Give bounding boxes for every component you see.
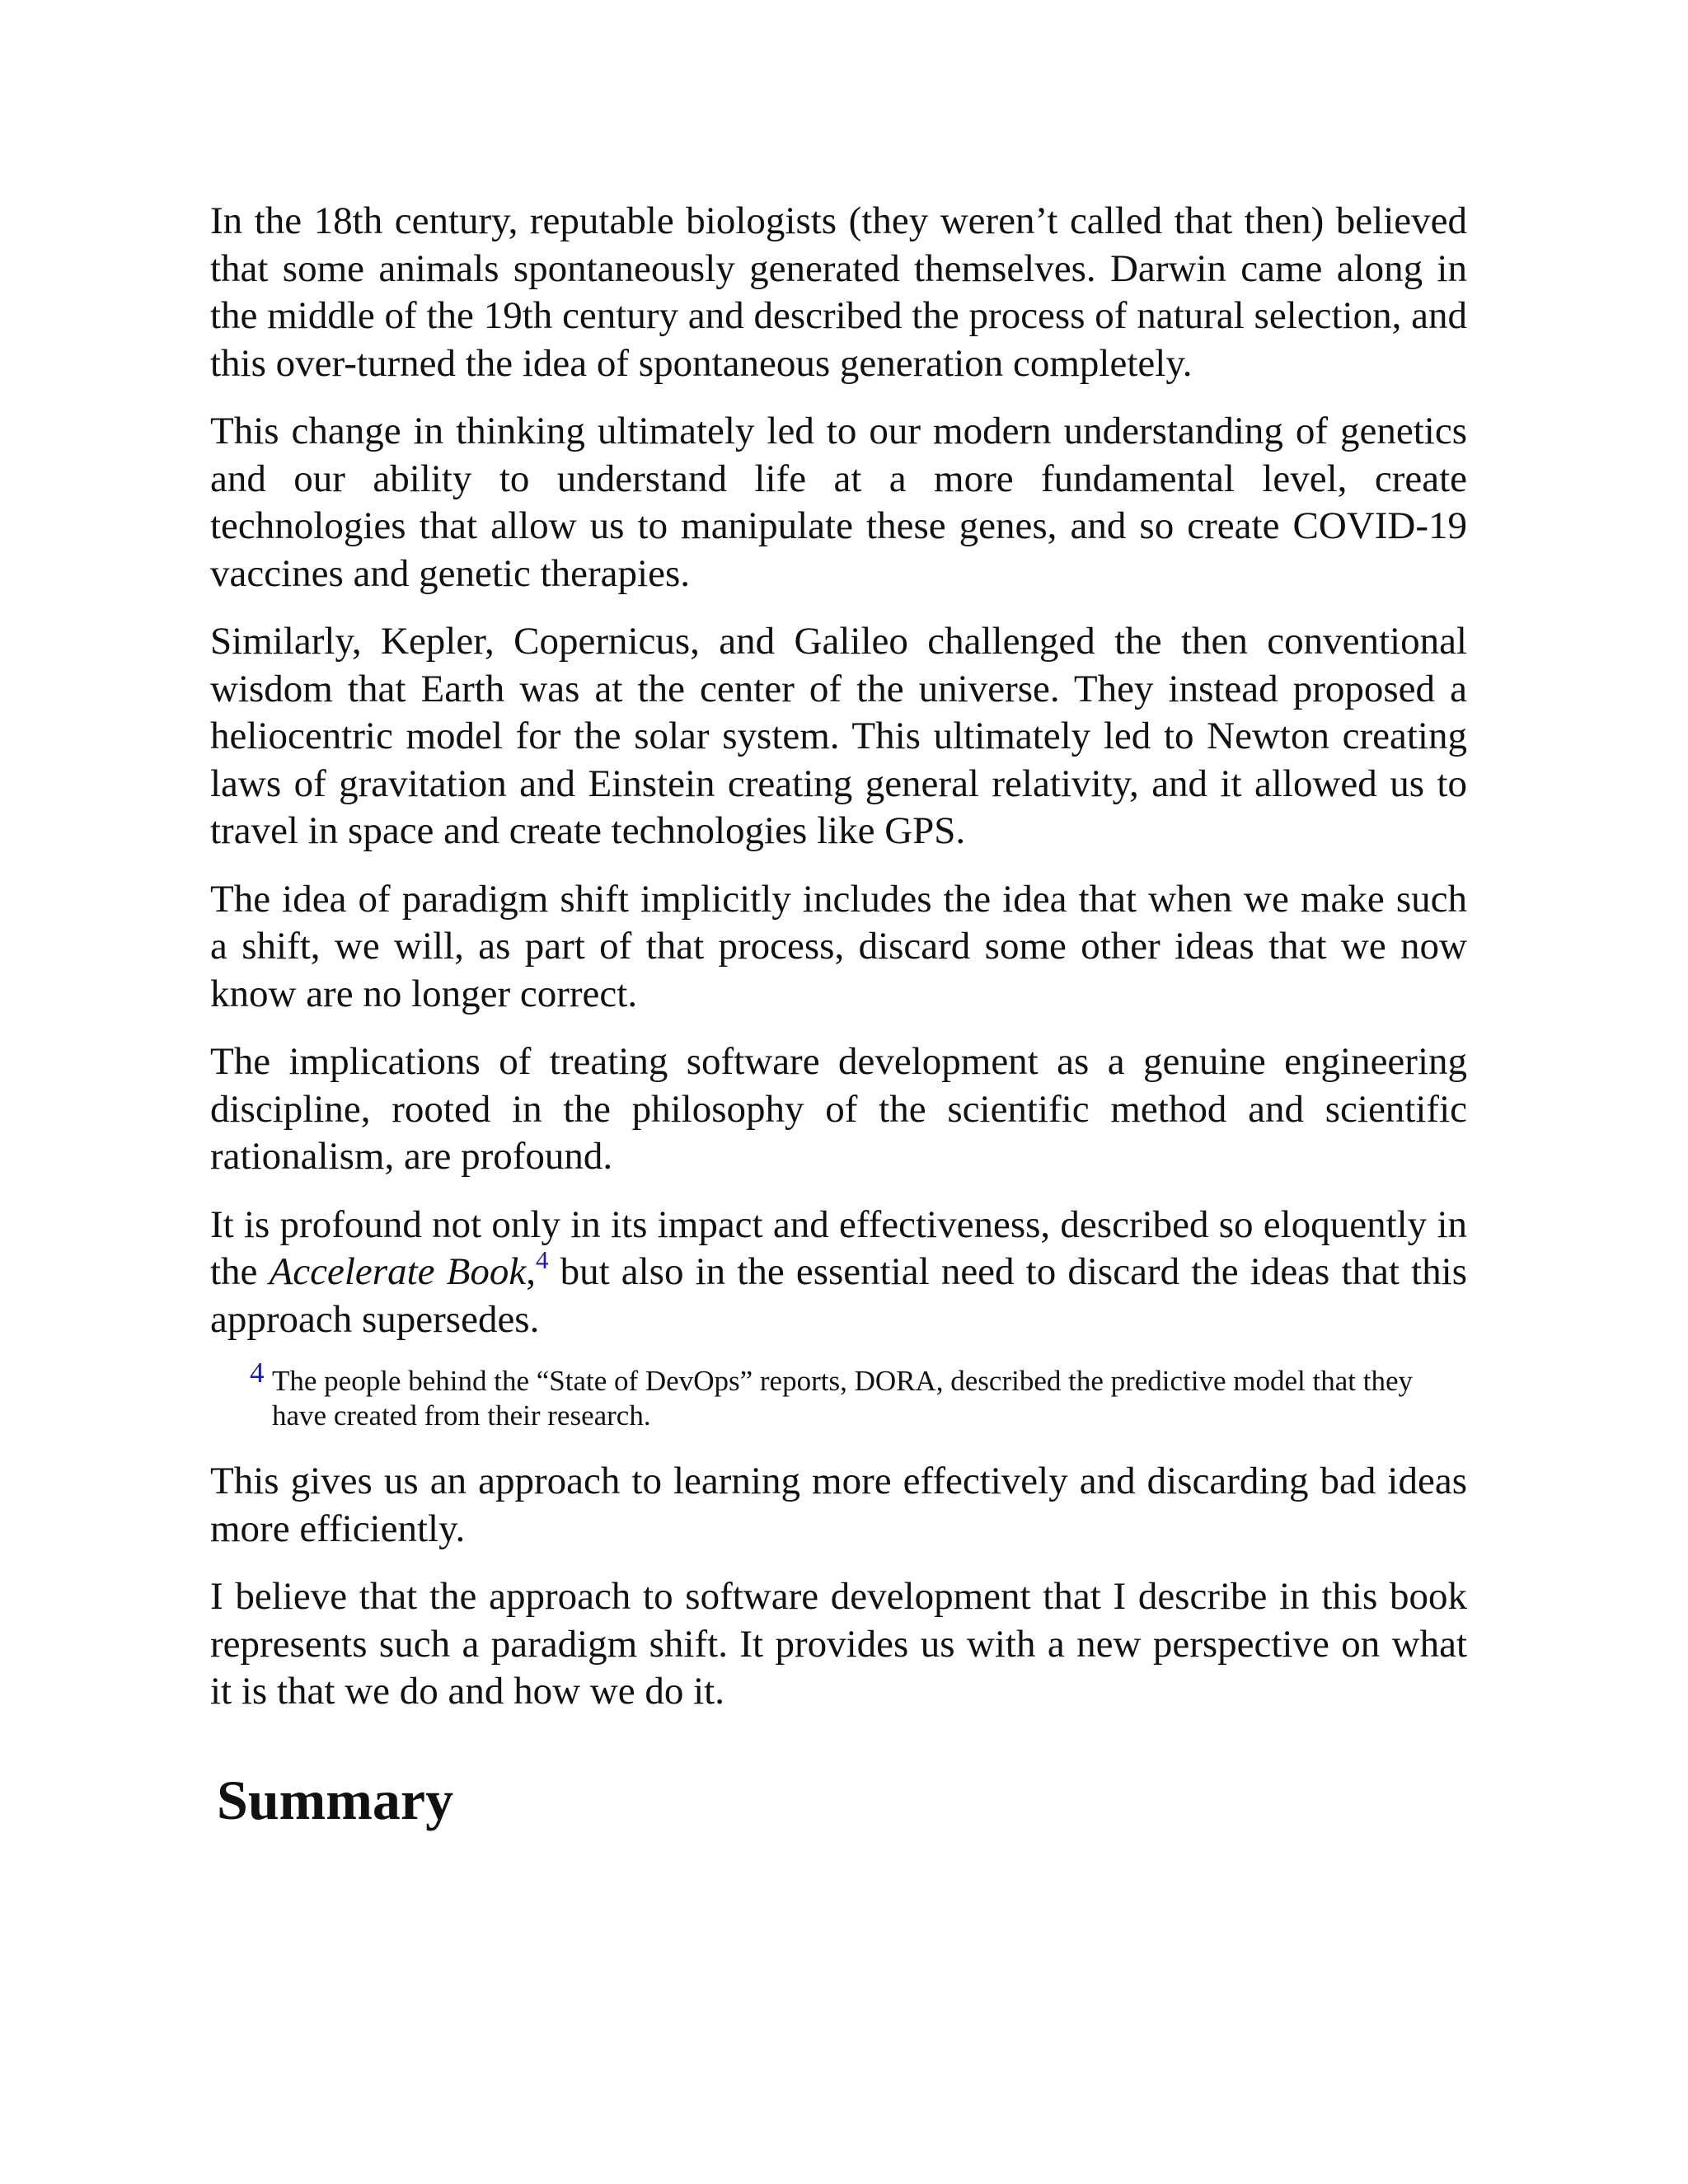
paragraph-implications: The implications of treating software development as a genuine engineering discipline, rooted in the philosophy of the scientific method and scientific rationalism, are profound. bbox=[210, 1040, 1467, 1178]
paragraph-belief: I believe that the approach to software development that I describe in this book represents such a paradigm shift. It provides us with a new perspective on what it is that we do and how we do it. bbox=[210, 1575, 1467, 1713]
footnote-reference-link[interactable]: 4 bbox=[535, 1245, 549, 1274]
section-heading-summary: Summary bbox=[217, 1768, 454, 1831]
paragraph-learning: This gives us an approach to learning more effectively and discarding bad ideas more efficiently. bbox=[210, 1460, 1467, 1550]
footnote-number[interactable]: 4 bbox=[250, 1357, 265, 1389]
paragraph-genetics: This change in thinking ultimately led to our modern understanding of genetics and our ability to understand life at a more fundamental level, create technologies that allow us to manipulate these genes, and so create COVID-19 vaccines and genetic therapies. bbox=[210, 410, 1467, 595]
paragraph-heliocentric: Similarly, Kepler, Copernicus, and Galileo challenged the then conventional wisdom that Earth was at the center of the universe. They instead proposed a heliocentric model for the solar system. This ultimately led to Newton creating laws of gravitation and Einstein creating general relativity, and it allowed us to travel in space and create technologies like GPS. bbox=[210, 620, 1467, 852]
accelerate-book-title: Accelerate Book bbox=[269, 1250, 527, 1293]
paragraph-accelerate bbox=[210, 1202, 1467, 1344]
paragraph-spontaneous-generation: In the 18th century, reputable biologists (they weren’t called that then) believed that some animals spontaneously generated themselves. Darwin came along in the middle of the 19th century and described the process of natural selection, and this over-turned the idea of spontaneous generation completely. bbox=[210, 199, 1467, 385]
footnote bbox=[210, 1357, 1467, 1433]
footnote-text: The people behind the “State of DevOps” reports, DORA, described the predictive model that they have created from their research. bbox=[272, 1365, 1414, 1432]
paragraph-paradigm-shift: The idea of paradigm shift implicitly includes the idea that when we make such a shift, we will, as part of that process, discard some other ideas that we now know are no longer correct. bbox=[210, 877, 1467, 1015]
accelerate-text-before: It is profound not only in its impact and effectiveness, described so eloquently in the bbox=[210, 1202, 1467, 1293]
accelerate-comma: , bbox=[526, 1250, 536, 1293]
book-page bbox=[210, 198, 1467, 1833]
accelerate-text-after: but also in the essential need to discard the ideas that this approach supersedes. bbox=[210, 1250, 1467, 1341]
